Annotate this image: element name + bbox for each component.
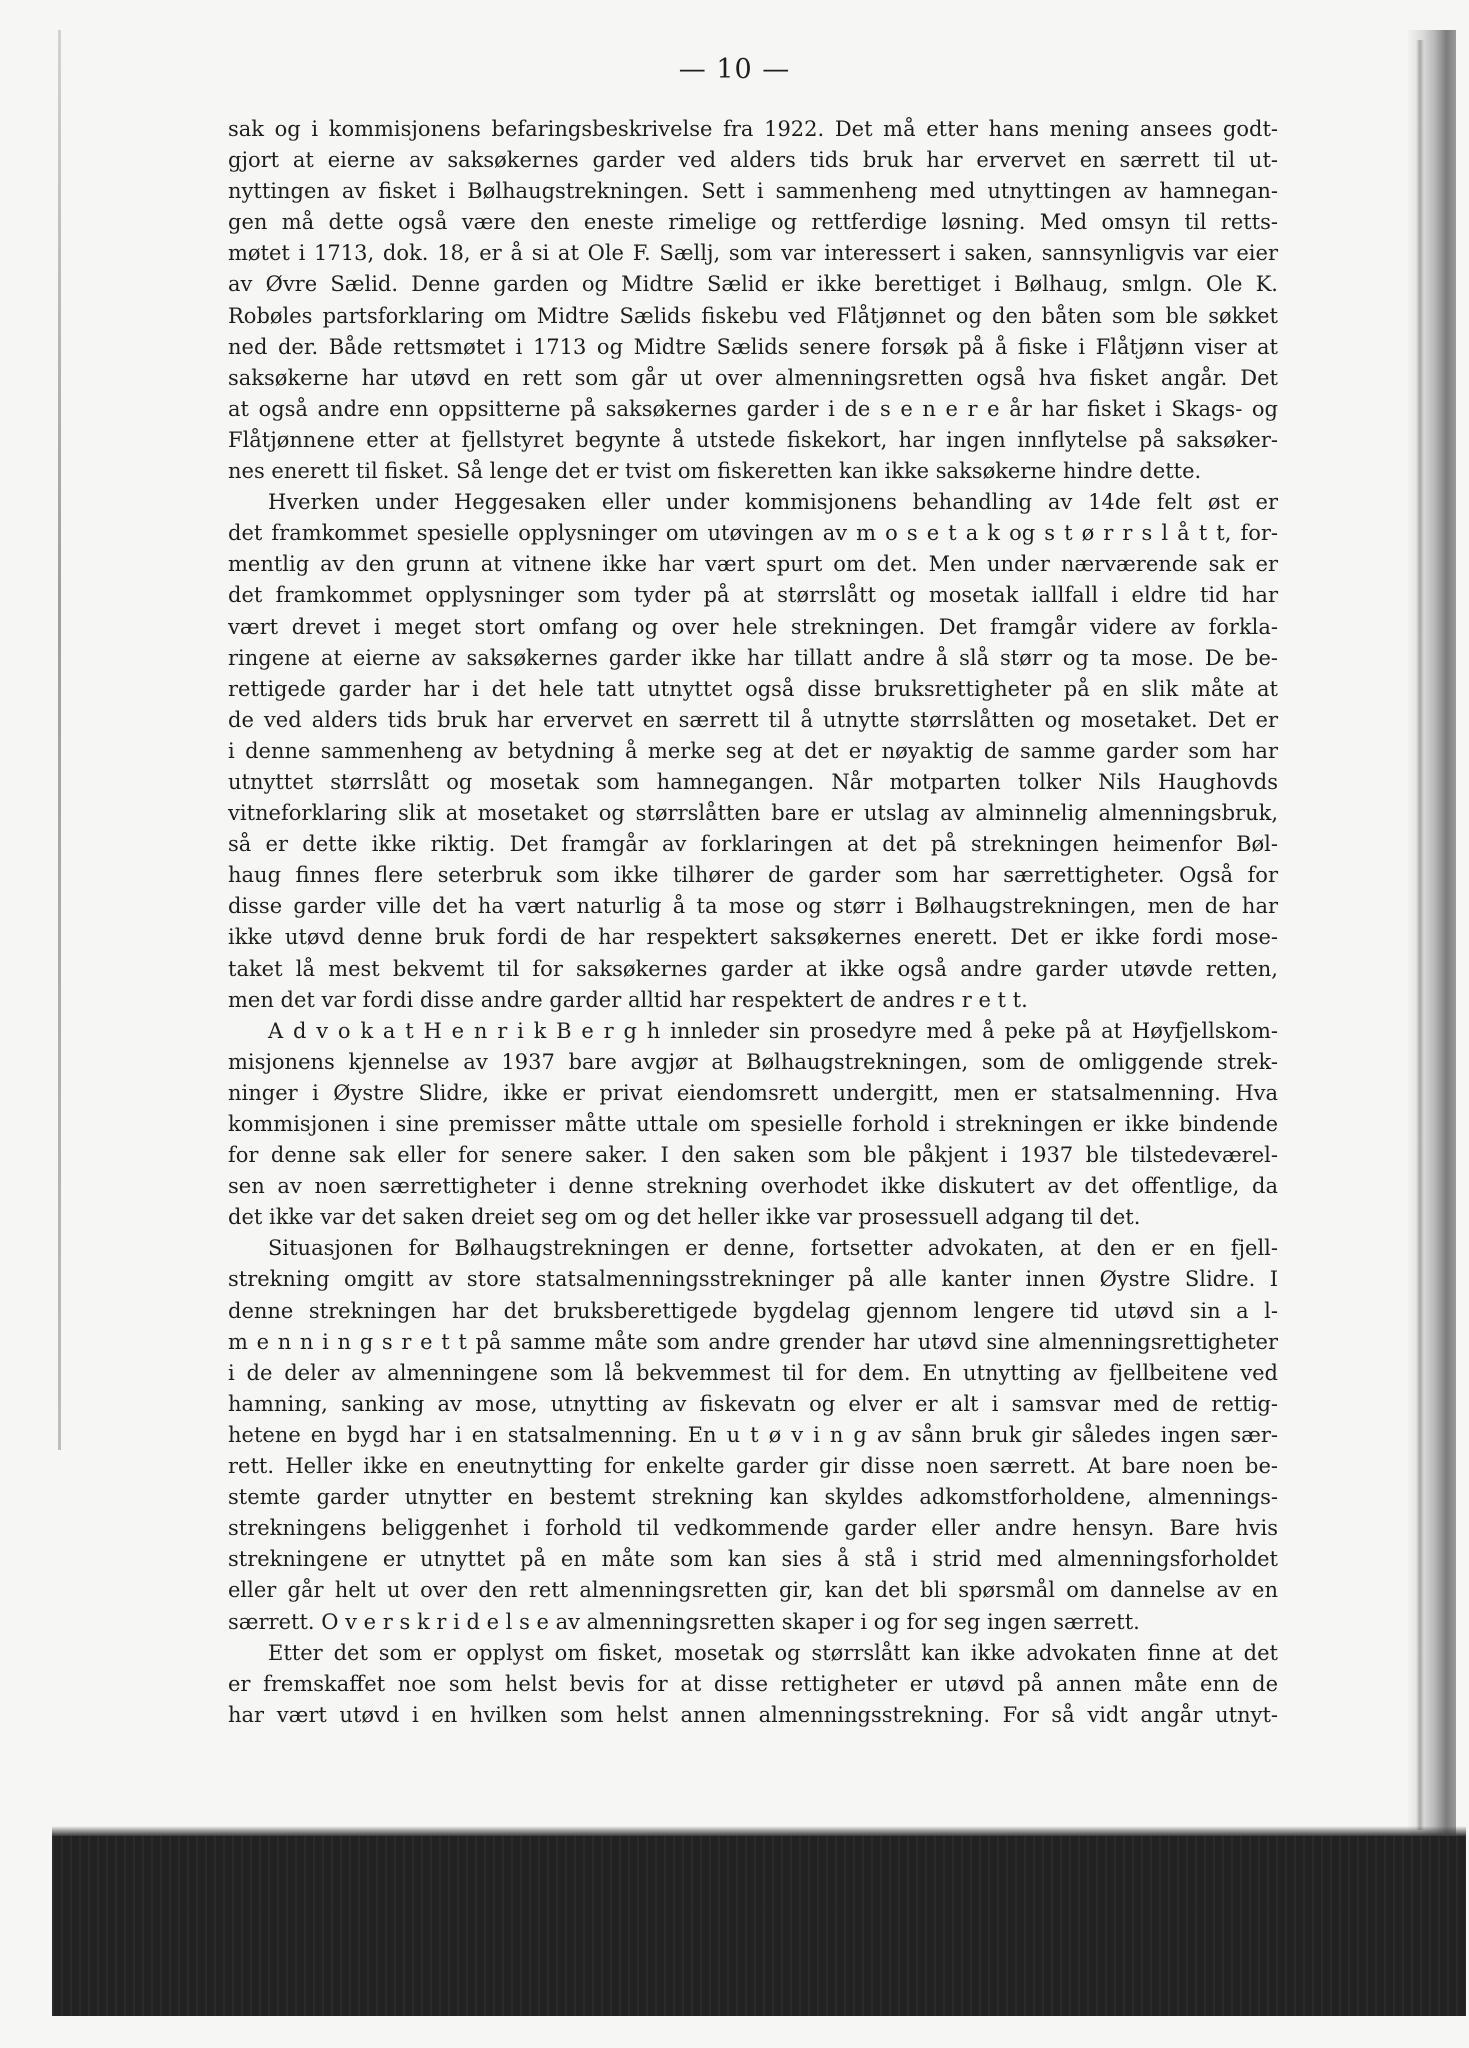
text-line: ringene at eierne av saksøkernes garder ikke har tillatt andre å slå størr og ta mose. De be- xyxy=(228,645,1278,670)
text-line: nyttingen av fisket i Bølhaugstrekningen. Sett i sammenheng med utnyttingen av hamnegan- xyxy=(228,179,1278,204)
text-line: de ved alders tids bruk har ervervet en særrett til å utnytte størrslåtten og mosetaket. Det er xyxy=(228,707,1278,732)
text-line: denne strekningen har det bruksberettigede bygdelag gjennom lengere tid utøvd sin a l- xyxy=(228,1298,1278,1323)
text-line: hamning, sanking av mose, utnytting av fiskevatn og elver er alt i samsvar med de rettig- xyxy=(228,1391,1278,1416)
text-line: det framkommet spesielle opplysninger om utøvingen av m o s e t a k og s t ø r r s l å t t, for- xyxy=(228,521,1278,546)
text-line: saksøkerne har utøvd en rett som går ut over almenningsretten også hva fisket angår. Det xyxy=(228,365,1278,390)
text-line: sen av noen særrettigheter i denne strekning overhodet ikke diskutert av det offentlige, da xyxy=(228,1174,1278,1199)
text-line: vitneforklaring slik at mosetaket og størrslåtten bare er utslag av alminnelig almenningsbruk, xyxy=(228,801,1278,826)
text-line: møtet i 1713, dok. 18, er å si at Ole F. Sællj, som var interessert i saken, sannsynligvis var eier xyxy=(228,241,1278,266)
text-line: strekning omgitt av store statsalmenningsstrekninger på alle kanter innen Øystre Slidre. I xyxy=(228,1267,1278,1292)
text-line: så er dette ikke riktig. Det framgår av forklaringen at det på strekningen heimenfor Bøl- xyxy=(228,832,1278,857)
text-line: Flåtjønnene etter at fjellstyret begynte å utstede fiskekort, har ingen innflytelse på saksøker- xyxy=(228,427,1278,452)
text-line: i de deler av almenningene som lå bekvemmest til for dem. En utnytting av fjellbeitene ved xyxy=(228,1360,1278,1385)
text-line: vært drevet i meget stort omfang og over hele strekningen. Det framgår videre av forkla- xyxy=(228,614,1278,639)
text-line: A d v o k a t H e n r i k B e r g h innleder sin prosedyre med å peke på at Høyfjellskom- xyxy=(268,1018,1278,1043)
text-line: mentlig av den grunn at vitnene ikke har vært spurt om det. Men under nærværende sak er xyxy=(228,552,1278,577)
text-line: utnyttet størrslått og mosetak som hamnegangen. Når motparten tolker Nils Haughovds xyxy=(228,769,1278,794)
page-shadow-left xyxy=(58,30,61,1450)
text-line: ned der. Både rettsmøtet i 1713 og Midtre Sælids senere forsøk på å fiske i Flåtjønn viser at xyxy=(228,334,1278,359)
text-line: har vært utøvd i en hvilken som helst annen almenningsstrekning. For så vidt angår utnyt- xyxy=(228,1702,1278,1727)
page-edge-right-shadow xyxy=(1416,40,1424,1830)
scan-bottom-band xyxy=(52,1836,1466,2016)
text-line: Situasjonen for Bølhaugstrekningen er denne, fortsetter advokaten, at den er en fjell- xyxy=(268,1236,1278,1261)
text-line: særrett. O v e r s k r i d e l s e av almenningsretten skaper i og for seg ingen særrett. xyxy=(228,1609,1140,1634)
text-line: Robøles partsforklaring om Midtre Sælids fiskebu ved Flåtjønnet og den båten som ble søkket xyxy=(228,303,1278,328)
text-line: av Øvre Sælid. Denne garden og Midtre Sælid er ikke berettiget i Bølhaug, smlgn. Ole K. xyxy=(228,272,1278,297)
text-line: kommisjonen i sine premisser måtte uttale om spesielle forhold i strekningen er ikke bindende xyxy=(228,1112,1278,1136)
text-line: at også andre enn oppsitterne på saksøkernes garder i de s e n e r e år har fisket i Skags- og xyxy=(228,396,1278,421)
text-line: gjort at eierne av saksøkernes garder ved alders tids bruk har ervervet en særrett til ut- xyxy=(228,148,1278,173)
text-line: ninger i Øystre Slidre, ikke er privat eiendomsrett undergitt, men er statsalmenning. Hva xyxy=(228,1080,1278,1105)
text-line: strekningens beliggenhet i forhold til vedkommende garder eller andre hensyn. Bare hvis xyxy=(228,1516,1278,1541)
text-line: haug finnes flere seterbruk som ikke tilhører de garder som har særrettigheter. Også for xyxy=(228,863,1278,888)
text-line: gen må dette også være den eneste rimelige og rettferdige løsning. Med omsyn til retts- xyxy=(228,210,1278,235)
text-line: stemte garder utnytter en bestemt strekning kan skyldes adkomstforholdene, almennings- xyxy=(228,1485,1278,1510)
text-line: hetene en bygd har i en statsalmenning. En u t ø v i n g av sånn bruk gir således ingen sær- xyxy=(228,1422,1278,1447)
text-line: Hverken under Heggesaken eller under kommisjonens behandling av 14de felt øst er xyxy=(268,490,1278,515)
text-line: sak og i kommisjonens befaringsbeskrivelse fra 1922. Det må etter hans mening ansees godt- xyxy=(228,117,1278,141)
text-line: er fremskaffet noe som helst bevis for at disse rettigheter er utøvd på annen måte enn de xyxy=(228,1671,1278,1696)
text-line: rettigede garder har i det hele tatt utnyttet også disse bruksrettigheter på en slik måte at xyxy=(228,676,1278,701)
text-line: for denne sak eller for senere saker. I den saken som ble påkjent i 1937 ble tilstedeværel- xyxy=(228,1143,1278,1168)
document-body xyxy=(228,114,1278,1731)
text-line: m e n n i n g s r e t t på samme måte som andre grender har utøvd sine almenningsrettigheter xyxy=(228,1329,1278,1354)
text-line: i denne sammenheng av betydning å merke seg at det er nøyaktig de samme garder som har xyxy=(228,738,1278,763)
text-line: rett. Heller ikke en eneutnytting for enkelte garder gir disse noen særrett. At bare noen be- xyxy=(228,1454,1278,1479)
text-line: ikke utøvd denne bruk fordi de har respektert saksøkernes enerett. Det er ikke fordi mose- xyxy=(228,925,1278,950)
text-line: taket lå mest bekvemt til for saksøkernes garder at ikke også andre garder utøvde retten, xyxy=(228,956,1278,981)
text-line: det ikke var det saken dreiet seg om og det heller ikke var prosessuell adgang til det. xyxy=(228,1205,1141,1230)
text-line: eller går helt ut over den rett almenningsretten gir, kan det bli spørsmål om dannelse av en xyxy=(228,1578,1278,1603)
text-line: strekningene er utnyttet på en måte som kan sies å stå i strid med almenningsforholdet xyxy=(228,1547,1278,1572)
text-line: men det var fordi disse andre garder alltid har respektert de andres r e t t. xyxy=(228,987,1028,1012)
text-line: misjonens kjennelse av 1937 bare avgjør at Bølhaugstrekningen, som de omliggende strek- xyxy=(228,1049,1278,1074)
text-line: Etter det som er opplyst om fisket, mosetak og størrslått kan ikke advokaten finne at det xyxy=(268,1640,1278,1665)
text-line: disse garder ville det ha vært naturlig å ta mose og størr i Bølhaugstrekningen, men de har xyxy=(228,894,1278,919)
page-number: — 10 — xyxy=(678,54,791,85)
text-line: nes enerett til fisket. Så lenge det er tvist om fiskeretten kan ikke saksøkerne hindre dette. xyxy=(228,459,1202,484)
scan-shadow-gradient xyxy=(52,1826,1466,1836)
text-line: det framkommet opplysninger som tyder på at størrslått og mosetak iallfall i eldre tid har xyxy=(228,583,1278,608)
